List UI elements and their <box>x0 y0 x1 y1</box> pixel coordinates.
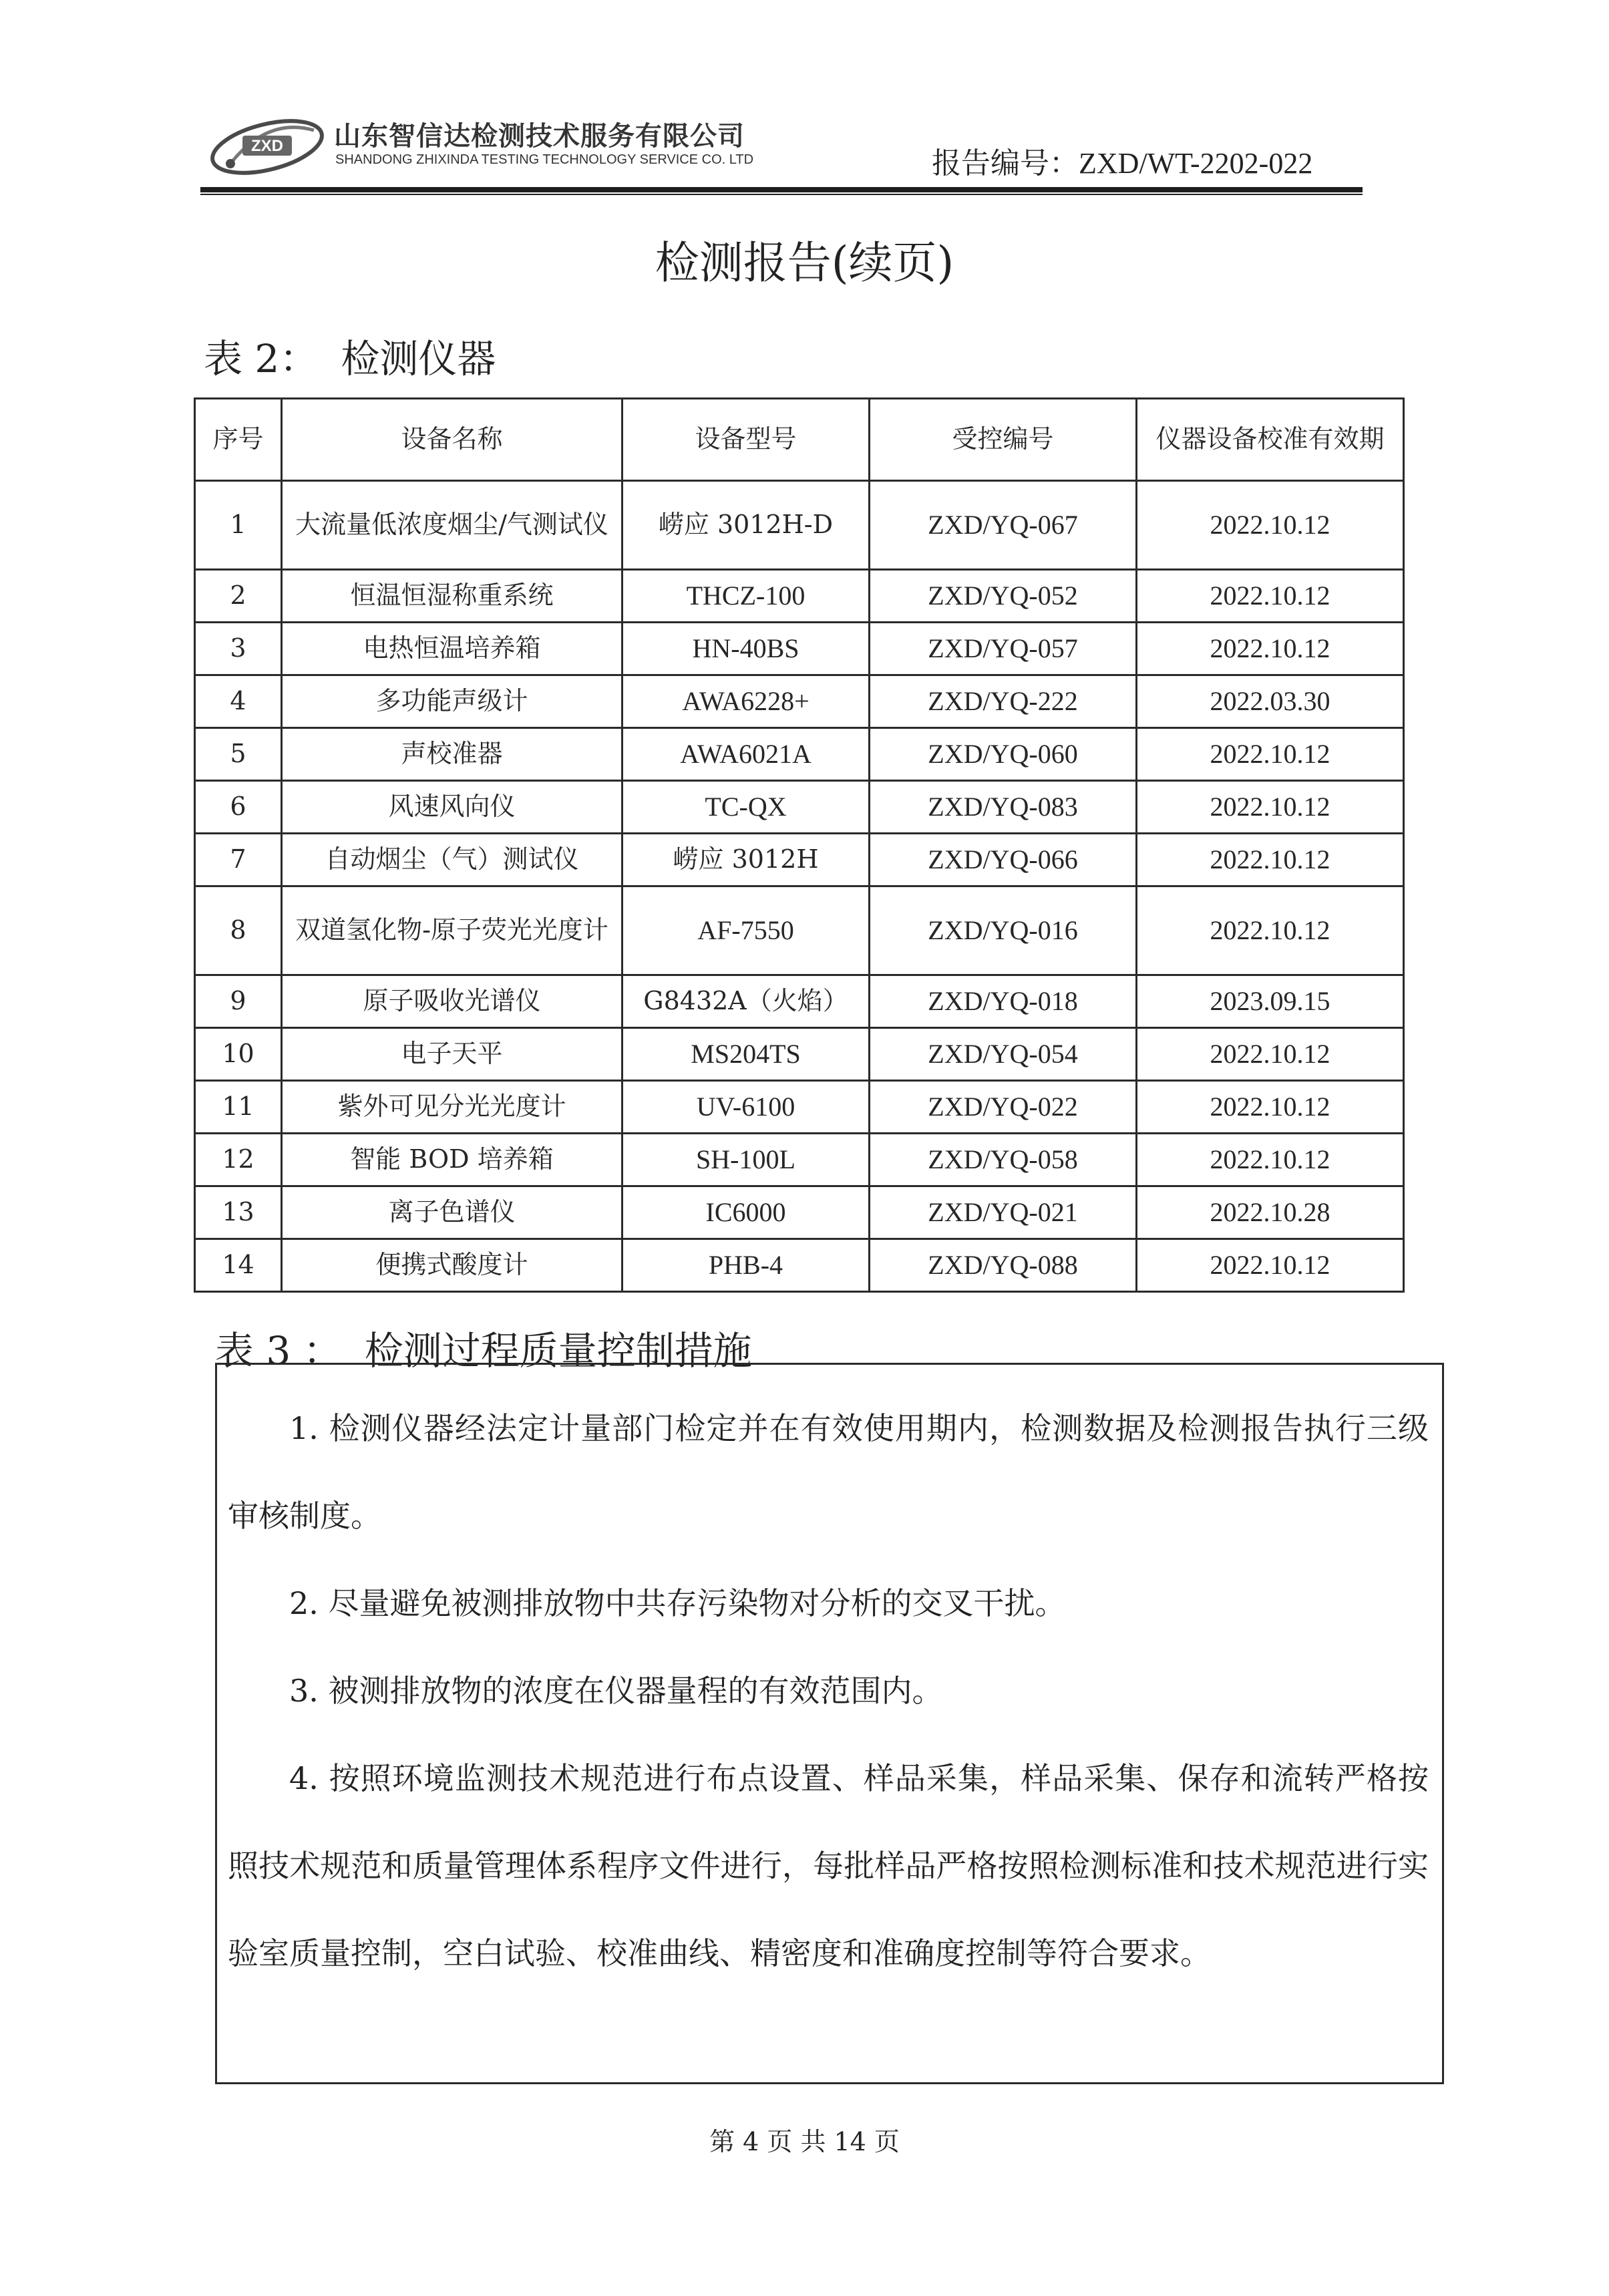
table-header-row <box>195 399 1404 481</box>
cell-no: 3 <box>195 623 282 675</box>
table-row <box>195 1186 1404 1239</box>
cell-name: 紫外可见分光光度计 <box>282 1081 622 1134</box>
table-row <box>195 1134 1404 1186</box>
cell-model: MS204TS <box>622 1028 870 1081</box>
cell-code: ZXD/YQ-022 <box>870 1081 1137 1134</box>
table-row <box>195 781 1404 834</box>
cell-name: 声校准器 <box>282 728 622 781</box>
cell-name: 离子色谱仪 <box>282 1186 622 1239</box>
qc-paragraph: 1. 检测仪器经法定计量部门检定并在有效使用期内，检测数据及检测报告执行三级审核制度。 <box>228 1410 1429 1534</box>
cell-valid: 2022.10.12 <box>1137 886 1404 975</box>
cell-no: 2 <box>195 570 282 623</box>
col-header-model: 设备型号 <box>622 399 870 481</box>
cell-valid: 2022.10.12 <box>1137 1081 1404 1134</box>
table-row <box>195 886 1404 975</box>
cell-model: 崂应 3012H-D <box>622 481 870 570</box>
qc-paragraph: 3. 被测排放物的浓度在仪器量程的有效范围内。 <box>289 1673 943 1709</box>
page-footer <box>0 2121 1609 2158</box>
table2-title: 检测仪器 <box>341 336 496 381</box>
instrument-table <box>194 397 1405 1293</box>
cell-valid: 2022.10.28 <box>1137 1186 1404 1239</box>
cell-name: 恒温恒湿称重系统 <box>282 570 622 623</box>
company-name-cn: 山东智信达检测技术服务有限公司 <box>334 121 745 152</box>
logo-text: ZXD <box>251 137 283 155</box>
cell-model: AF-7550 <box>622 886 870 975</box>
cell-code: ZXD/YQ-066 <box>870 834 1137 886</box>
report-number <box>932 139 1312 182</box>
cell-valid: 2022.03.30 <box>1137 675 1404 728</box>
cell-model: SH-100L <box>622 1134 870 1186</box>
cell-valid: 2022.10.12 <box>1137 1028 1404 1081</box>
cell-name: 大流量低浓度烟尘/气测试仪 <box>282 481 622 570</box>
cell-valid: 2022.10.12 <box>1137 481 1404 570</box>
table3-label: 表 3 ： <box>215 1328 342 1373</box>
footer-suffix: 页 <box>874 2127 900 2156</box>
table-row <box>195 481 1404 570</box>
cell-name: 电热恒温培养箱 <box>282 623 622 675</box>
table-row <box>195 623 1404 675</box>
footer-total-pages: 14 <box>834 2127 866 2156</box>
logo-icon <box>204 110 331 184</box>
cell-no: 4 <box>195 675 282 728</box>
cell-no: 11 <box>195 1081 282 1134</box>
cell-valid: 2023.09.15 <box>1137 975 1404 1028</box>
cell-name: 智能 BOD 培养箱 <box>282 1134 622 1186</box>
cell-code: ZXD/YQ-058 <box>870 1134 1137 1186</box>
cell-code: ZXD/YQ-052 <box>870 570 1137 623</box>
cell-name: 原子吸收光谱仪 <box>282 975 622 1028</box>
cell-model: PHB-4 <box>622 1239 870 1292</box>
cell-code: ZXD/YQ-067 <box>870 481 1137 570</box>
cell-model: TC-QX <box>622 781 870 834</box>
qc-paragraph: 2. 尽量避免被测排放物中共存污染物对分析的交叉干扰。 <box>289 1585 1066 1621</box>
cell-valid: 2022.10.12 <box>1137 623 1404 675</box>
cell-model: HN-40BS <box>622 623 870 675</box>
cell-valid: 2022.10.12 <box>1137 1239 1404 1292</box>
table-row <box>195 1081 1404 1134</box>
cell-valid: 2022.10.12 <box>1137 570 1404 623</box>
quality-control-box <box>215 1363 1444 2084</box>
table-row <box>195 728 1404 781</box>
cell-no: 12 <box>195 1134 282 1186</box>
table3-title: 检测过程质量控制措施 <box>364 1328 752 1373</box>
cell-model: UV-6100 <box>622 1081 870 1134</box>
cell-code: ZXD/YQ-018 <box>870 975 1137 1028</box>
report-number-value: ZXD/WT-2202-022 <box>1079 147 1313 180</box>
col-header-code: 受控编号 <box>870 399 1137 481</box>
cell-valid: 2022.10.12 <box>1137 728 1404 781</box>
cell-no: 6 <box>195 781 282 834</box>
cell-name: 电子天平 <box>282 1028 622 1081</box>
company-logo <box>204 110 331 184</box>
cell-valid: 2022.10.12 <box>1137 834 1404 886</box>
col-header-name: 设备名称 <box>282 399 622 481</box>
cell-name: 便携式酸度计 <box>282 1239 622 1292</box>
footer-page-number: 4 <box>743 2127 759 2156</box>
cell-code: ZXD/YQ-083 <box>870 781 1137 834</box>
table-row <box>195 1239 1404 1292</box>
table2-label: 表 2： <box>204 336 319 381</box>
cell-code: ZXD/YQ-088 <box>870 1239 1137 1292</box>
cell-valid: 2022.10.12 <box>1137 781 1404 834</box>
cell-code: ZXD/YQ-057 <box>870 623 1137 675</box>
cell-no: 5 <box>195 728 282 781</box>
cell-code: ZXD/YQ-016 <box>870 886 1137 975</box>
cell-name: 自动烟尘（气）测试仪 <box>282 834 622 886</box>
company-name-en: SHANDONG ZHIXINDA TESTING TECHNOLOGY SERVICE CO. LTD <box>335 152 754 167</box>
footer-mid: 页 共 <box>767 2127 826 2156</box>
cell-code: ZXD/YQ-054 <box>870 1028 1137 1081</box>
cell-no: 8 <box>195 886 282 975</box>
cell-model: AWA6228+ <box>622 675 870 728</box>
table-row <box>195 675 1404 728</box>
cell-model: AWA6021A <box>622 728 870 781</box>
cell-no: 1 <box>195 481 282 570</box>
cell-model: THCZ-100 <box>622 570 870 623</box>
col-header-valid: 仪器设备校准有效期 <box>1137 399 1404 481</box>
table-row <box>195 570 1404 623</box>
cell-code: ZXD/YQ-021 <box>870 1186 1137 1239</box>
cell-valid: 2022.10.12 <box>1137 1134 1404 1186</box>
qc-paragraph: 4. 按照环境监测技术规范进行布点设置、样品采集，样品采集、保存和流转严格按照技术规范和质量管理体系程序文件进行，每批样品严格按照检测标准和技术规范进行实验室质量控制，空白试验、校准曲线、精密度和准确度控制等符合要求。 <box>228 1760 1429 1971</box>
cell-model: 崂应 3012H <box>622 834 870 886</box>
table-row <box>195 975 1404 1028</box>
table2-heading <box>204 327 496 383</box>
page-title: 检测报告(续页) <box>655 237 954 289</box>
cell-no: 13 <box>195 1186 282 1239</box>
cell-name: 双道氢化物-原子荧光光度计 <box>282 886 622 975</box>
cell-model: G8432A（火焰） <box>622 975 870 1028</box>
cell-code: ZXD/YQ-060 <box>870 728 1137 781</box>
report-number-label: 报告编号： <box>932 146 1079 180</box>
table-row <box>195 834 1404 886</box>
cell-no: 10 <box>195 1028 282 1081</box>
cell-no: 14 <box>195 1239 282 1292</box>
cell-name: 多功能声级计 <box>282 675 622 728</box>
col-header-no: 序号 <box>195 399 282 481</box>
header-divider <box>200 187 1363 195</box>
cell-name: 风速风向仪 <box>282 781 622 834</box>
cell-no: 9 <box>195 975 282 1028</box>
cell-model: IC6000 <box>622 1186 870 1239</box>
cell-no: 7 <box>195 834 282 886</box>
table-row <box>195 1028 1404 1081</box>
cell-code: ZXD/YQ-222 <box>870 675 1137 728</box>
footer-prefix: 第 <box>709 2127 735 2156</box>
